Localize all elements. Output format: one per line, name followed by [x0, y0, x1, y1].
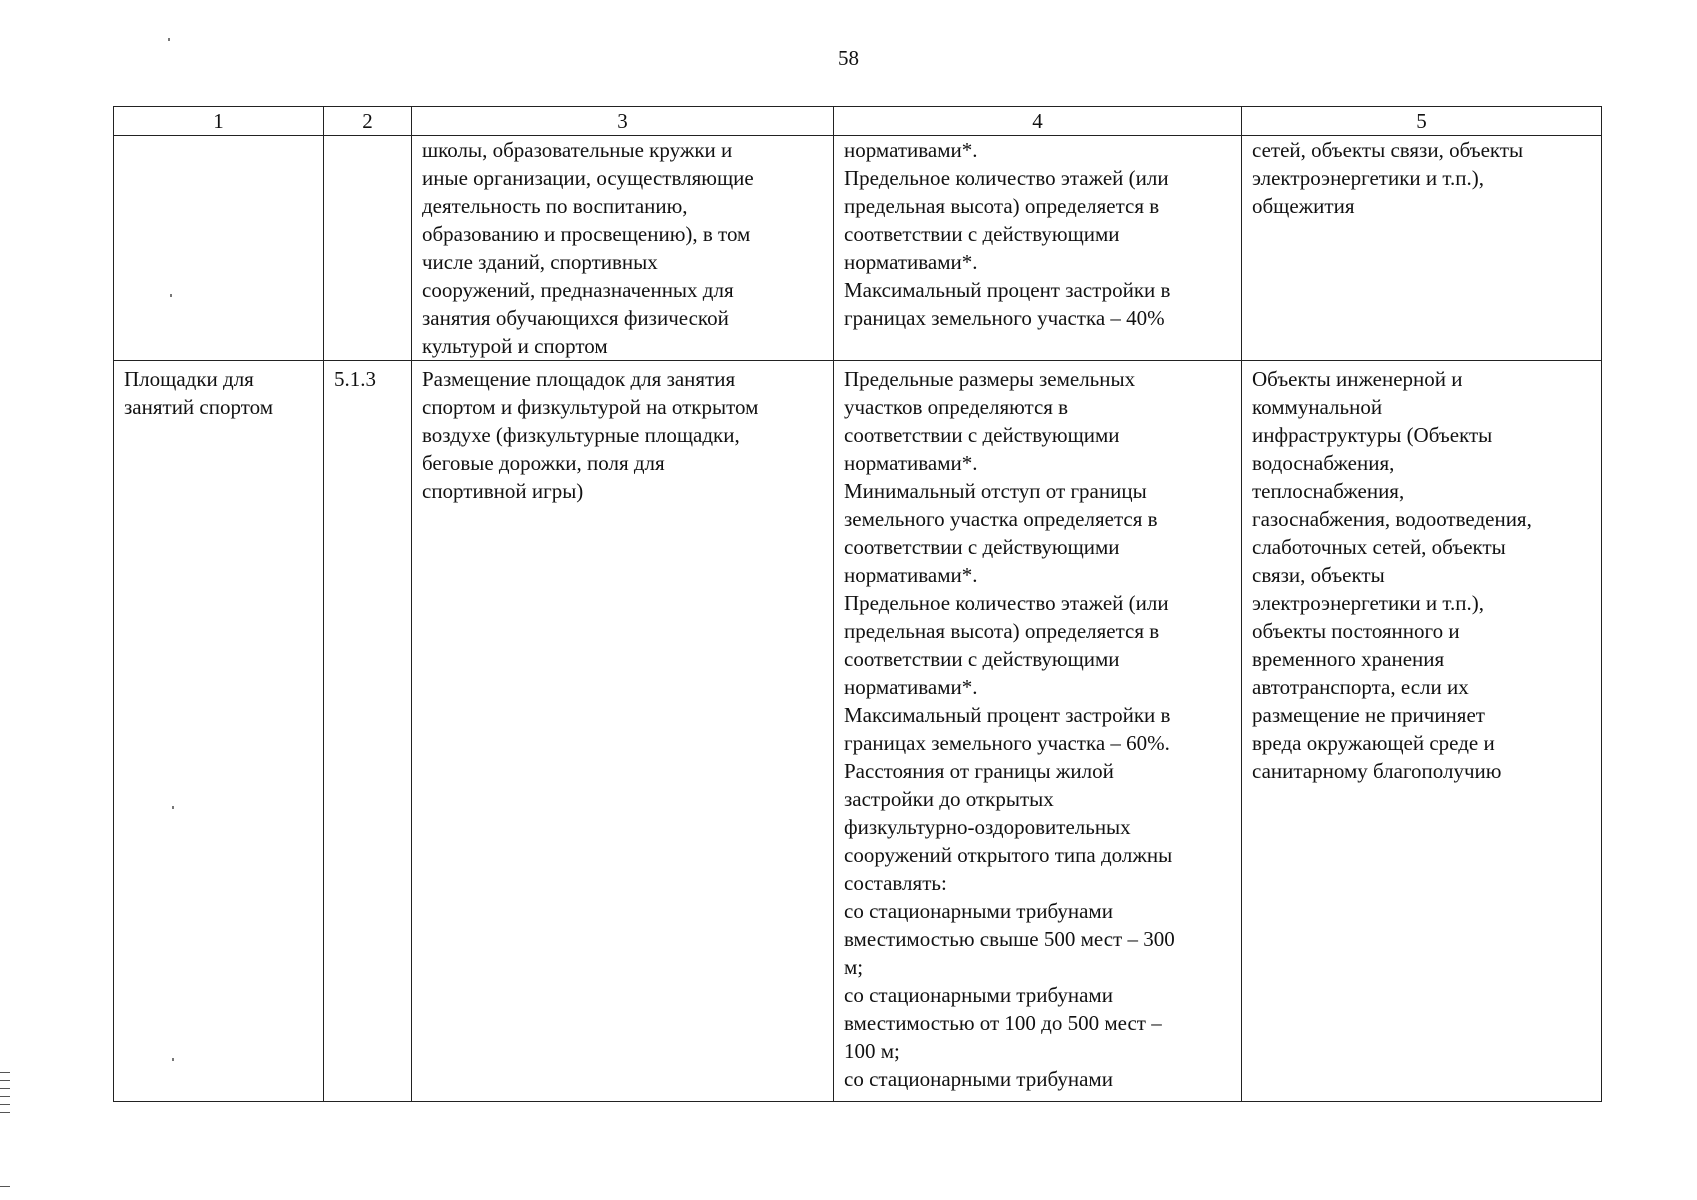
cell-use-code [324, 136, 412, 361]
scan-margin-mark [0, 1096, 10, 1097]
column-header-4: 4 [834, 107, 1242, 136]
table-row [114, 136, 1602, 361]
cell-use-code [324, 361, 412, 1102]
cell-text: сетей, объекты связи, объекты электроэнергетики и т.п.), общежития [1252, 138, 1524, 218]
page-number: 58 [838, 46, 859, 70]
table-row [114, 361, 1602, 1102]
scan-speck [168, 38, 170, 41]
scan-speck [172, 806, 174, 809]
scan-margin-mark [0, 1088, 10, 1089]
scan-speck [170, 294, 172, 297]
column-header-1: 1 [114, 107, 324, 136]
scan-margin-mark [0, 1080, 10, 1081]
cell-use-name [114, 361, 324, 1102]
column-header-2: 2 [324, 107, 412, 136]
cell-parameters [834, 136, 1242, 361]
cell-auxiliary-uses [1242, 136, 1602, 361]
table-header-row [114, 107, 1602, 136]
cell-text: Объекты инженерной и коммунальной инфраструктуры (Объекты водоснабжения, теплоснабжения, газоснабжения, водоотведения, слаботочных сетей, объекты связи, объекты электроэнергетики и т.п.), объекты постоянного и временного хранения автотранспорта, если их размещение не причиняет вреда окружающей среде и санитарному благополучию [1252, 367, 1532, 783]
cell-text: школы, образовательные кружки и иные организации, осуществляющие деятельность по воспитанию, образованию и просвещению), в том числе зданий, спортивных сооружений, предназначенных для занятия обучающихся физической культурой и спортом [422, 138, 754, 358]
cell-use-name [114, 136, 324, 361]
scan-margin-mark [0, 1186, 10, 1187]
cell-use-description [412, 136, 834, 361]
column-header-3: 3 [412, 107, 834, 136]
scan-margin-mark [0, 1112, 10, 1113]
cell-parameters [834, 361, 1242, 1102]
cell-text: 5.1.3 [334, 367, 376, 391]
cell-text: Площадки для занятий спортом [124, 367, 273, 419]
cell-auxiliary-uses [1242, 361, 1602, 1102]
cell-text: нормативами*. Предельное количество этажей (или предельная высота) определяется в соответствии с действующими нормативами*. Максимальный процент застройки в границах земельного участка – 40% [844, 138, 1171, 330]
cell-text: Размещение площадок для занятия спортом и физкультурой на открытом воздухе (физкультурные площадки, беговые дорожки, поля для спортивной игры) [422, 367, 759, 503]
land-use-table [113, 106, 1602, 1102]
scan-speck [172, 1058, 174, 1061]
scan-margin-mark [0, 1104, 10, 1105]
scan-margin-mark [0, 1072, 10, 1073]
cell-text: Предельные размеры земельных участков определяются в соответствии с действующими нормативами*. Минимальный отступ от границы земельного участка определяется в соответствии с действующими нормативами*. Предельное количество этажей (или предельная высота) определяется в соответствии с действующими нормативами*. Максимальный процент застройки в границах земельного участка – 60%. Расстояния от границы жилой застройки до открытых физкультурно-оздоровительных сооружений открытого типа должны составлять: со стационарными трибунами вместимостью свыше 500 мест – 300 м; со стационарными трибунами вместимостью от 100 до 500 мест – 100 м; со стационарными трибунами [844, 367, 1175, 1091]
column-header-5: 5 [1242, 107, 1602, 136]
cell-use-description [412, 361, 834, 1102]
